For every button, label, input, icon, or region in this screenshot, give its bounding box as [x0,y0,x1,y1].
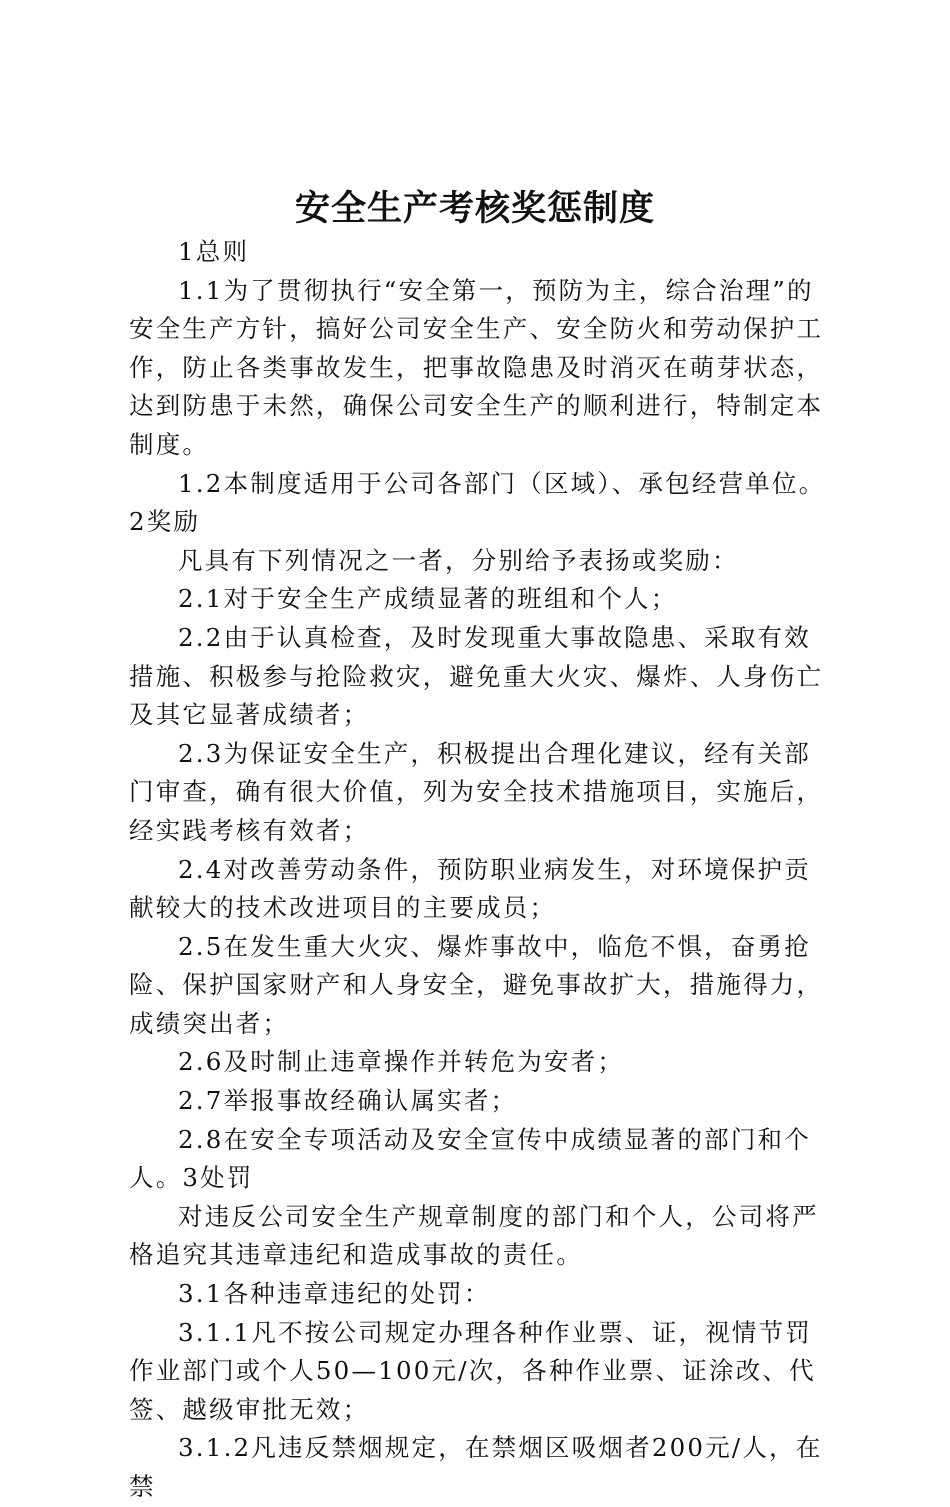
paragraph-2-1: 2.1对于安全生产成绩显著的班组和个人； [178,584,678,614]
paragraph-general-heading: 1总则 [178,237,250,266]
paragraph-2-4: 2.4对改善劳动条件，预防职业病发生，对环境保护贡献较大的技术改进项目的主要成员； [129,854,811,923]
document-body [129,233,834,1507]
paragraph-2-8: 2.8在安全专项活动及安全宣传中成绩显著的部门和个人。3处罚 [129,1124,811,1193]
paragraph-2-6: 2.6及时制止违章操作并转危为安者； [178,1047,625,1077]
paragraph-3-1-2: 3.1.2凡违反禁烟规定，在禁烟区吸烟者200元/人，在禁 [129,1433,823,1501]
paragraph-reward-intro: 凡具有下列情况之一者，分别给予表扬或奖励： [178,545,739,575]
paragraph-1-2: 1.2本制度适用于公司各部门（区域）、承包经营单位。2奖励 [129,468,826,537]
paragraph-1-1: 1.1为了贯彻执行“安全第一，预防为主，综合治理”的安全生产方针，搞好公司安全生产、安全防火和劳动保护工作，防止各类事故发生，把事故隐患及时消灭在萌芽状态，达到防患于未然，确保公司安全生产的顺利进行，特制定本制度。 [129,275,824,459]
paragraph-2-7: 2.7举报事故经确认属实者； [178,1086,518,1116]
document-title: 安全生产考核奖惩制度 [294,188,655,229]
paragraph-2-2: 2.2由于认真检查，及时发现重大事故隐患、采取有效措施、积极参与抢险救灾，避免重大火灾、爆炸、人身伤亡及其它显著成绩者； [129,622,824,730]
paragraph-3-1-1: 3.1.1凡不按公司规定办理各种作业票、证，视情节罚作业部门或个人50—100元/次，各种作业票、证涂改、代签、越级审批无效； [129,1317,816,1424]
paragraph-2-5: 2.5在发生重大火灾、爆炸事故中，临危不惧，奋勇抢险、保护国家财产和人身安全，避免事故扩大，措施得力，成绩突出者； [129,931,824,1038]
paragraph-penalty-intro: 对违反公司安全生产规章制度的部门和个人，公司将严格追究其违章违纪和造成事故的责任。 [129,1201,819,1270]
paragraph-2-3: 2.3为保证安全生产，积极提出合理化建议，经有关部门审查，确有很大价值，列为安全技术措施项目，实施后，经实践考核有效者； [129,738,824,845]
paragraph-3-1: 3.1各种违章违纪的处罚： [178,1279,491,1309]
